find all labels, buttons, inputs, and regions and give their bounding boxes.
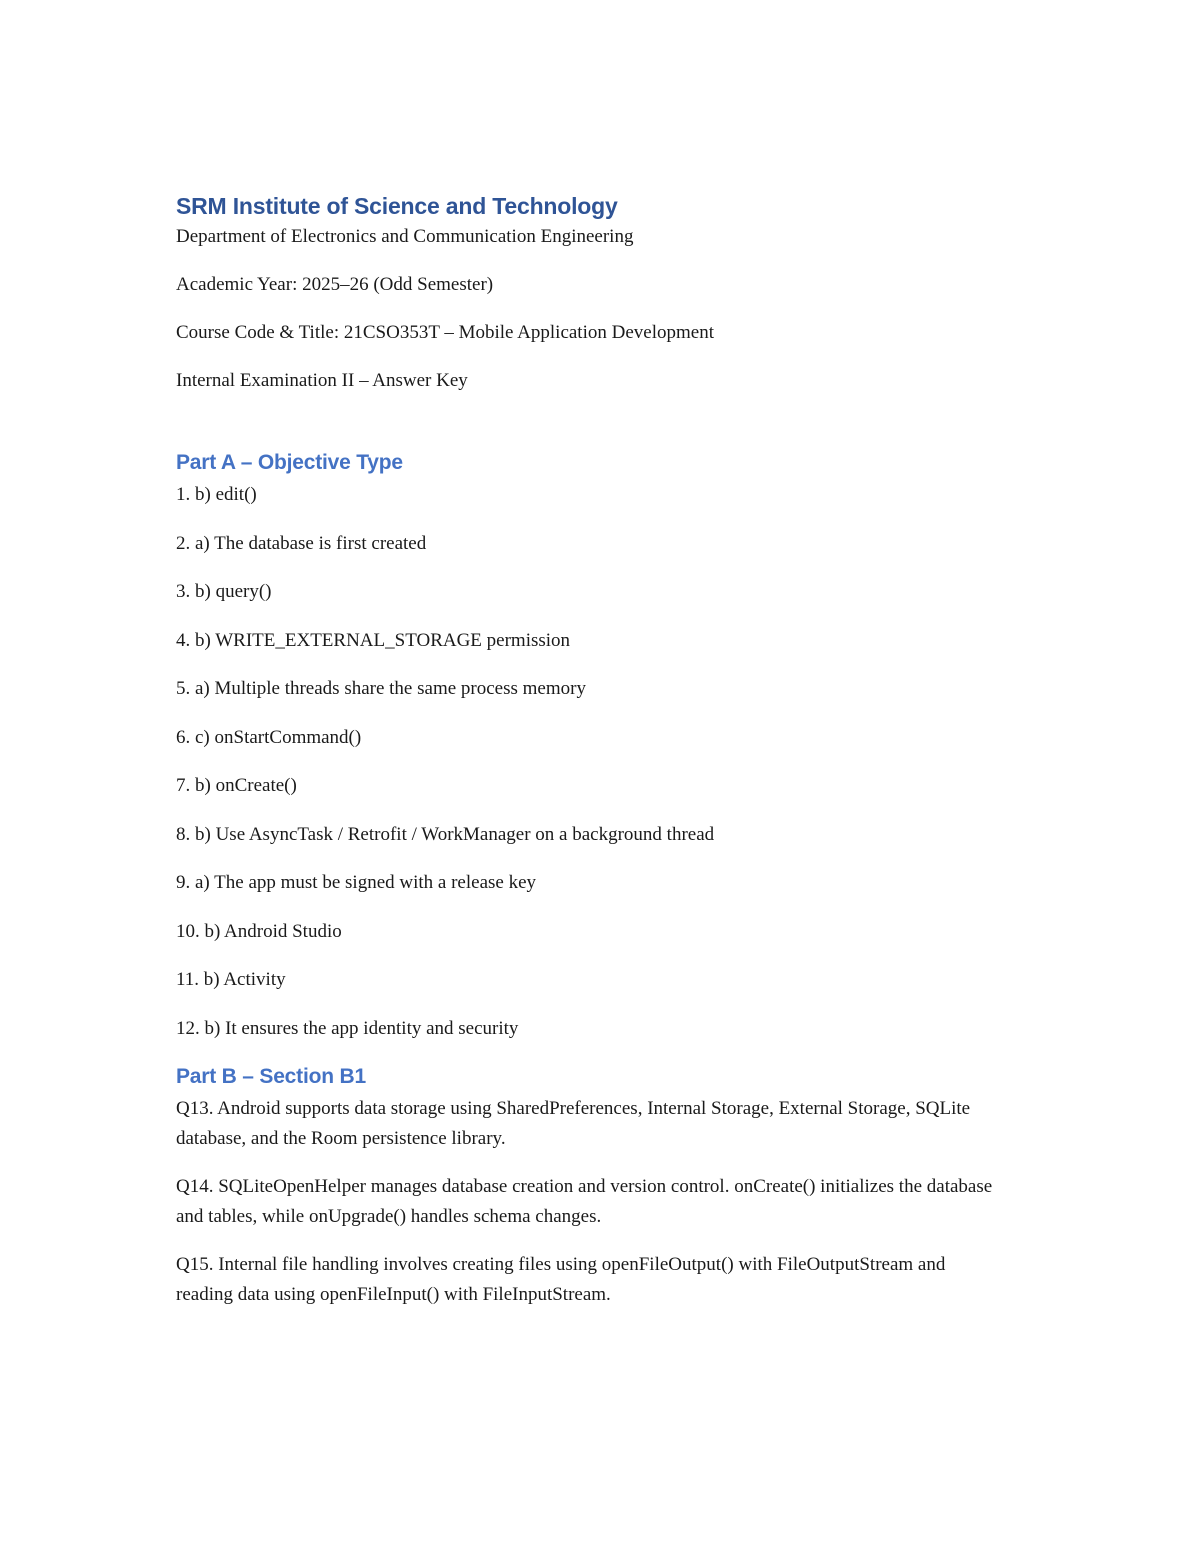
academic-year-line: Academic Year: 2025–26 (Odd Semester) (176, 274, 494, 295)
answer-line: 7. b) onCreate() (176, 775, 297, 796)
answer-line: 10. b) Android Studio (176, 920, 342, 942)
answer-paragraph: Q14. SQLiteOpenHelper manages database creation and version control. onCreate() initializes the database and tables, while onUpgrade() handles schema changes. (176, 1176, 993, 1227)
answer-line: 4. b) WRITE_EXTERNAL_STORAGE permission (176, 629, 571, 651)
answer-paragraph: Q13. Android supports data storage using SharedPreferences, Internal Storage, External Storage, SQLite database, and the Room persistence library. (176, 1098, 971, 1149)
answer-line: 11. b) Activity (176, 969, 286, 990)
answer-line: 2. a) The database is first created (176, 532, 427, 554)
answer-line: 5. a) Multiple threads share the same process memory (176, 678, 586, 699)
course-line: Course Code & Title: 21CSO353T – Mobile Application Development (176, 322, 714, 343)
department-line: Department of Electronics and Communication Engineering (176, 226, 634, 247)
answer-line: 1. b) edit() (176, 484, 257, 505)
exam-line: Internal Examination II – Answer Key (176, 370, 468, 391)
answer-paragraph: Q15. Internal file handling involves creating files using openFileOutput() with FileOutputStream and reading data using openFileInput() with FileInputStream. (176, 1254, 946, 1305)
part-a-heading: Part A – Objective Type (176, 451, 403, 474)
answer-line: 9. a) The app must be signed with a release key (176, 872, 537, 893)
answer-line: 3. b) query() (176, 581, 272, 602)
document-page (176, 190, 1006, 1328)
answer-line: 12. b) It ensures the app identity and security (176, 1017, 519, 1039)
answer-line: 8. b) Use AsyncTask / Retrofit / WorkManager on a background thread (176, 823, 715, 845)
document-header (176, 190, 1006, 396)
answer-line: 6. c) onStartCommand() (176, 726, 362, 748)
institution-title: SRM Institute of Science and Technology (176, 193, 618, 219)
part-b-heading: Part B – Section B1 (176, 1065, 366, 1088)
part-a-section (176, 448, 1006, 1044)
part-b-section (176, 1062, 1006, 1310)
